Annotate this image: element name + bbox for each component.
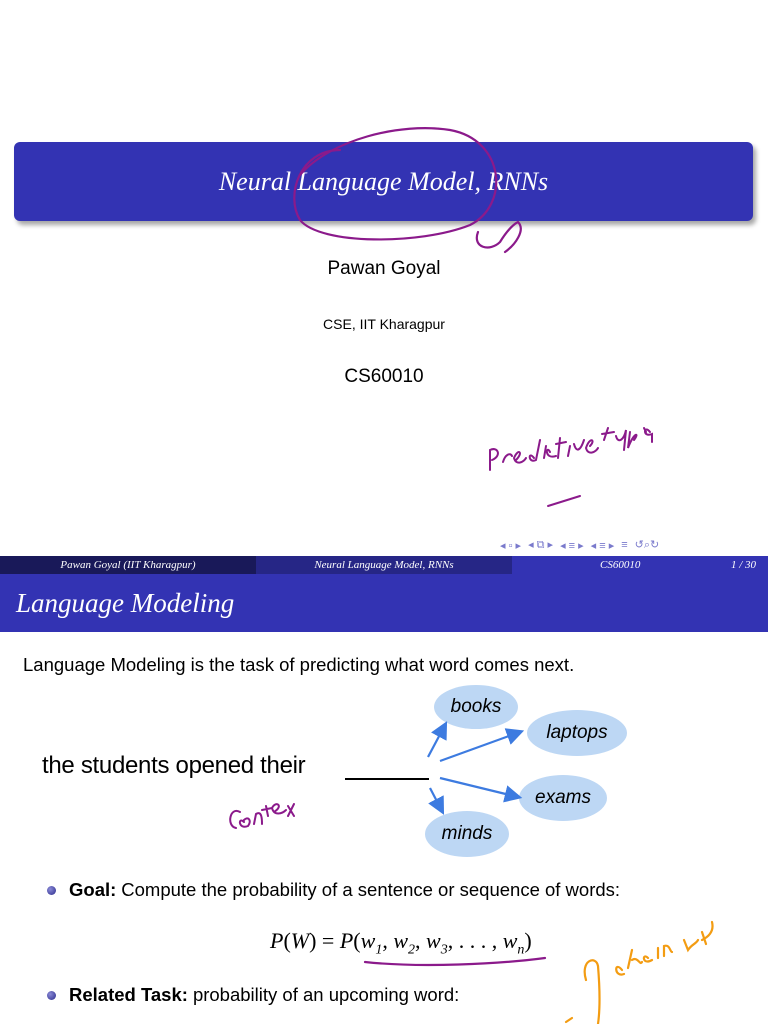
nav-section-icon[interactable]: ◂ ≡ ▸ [590, 539, 615, 552]
footer-title: Neural Language Model, RNNs [256, 556, 512, 574]
bullet-goal-label: Goal: [69, 879, 117, 900]
handwriting-chain-rule [566, 922, 713, 1024]
intro-text: Language Modeling is the task of predicting what word comes next. [23, 654, 575, 675]
bullet-related-text: probability of an upcoming word: [192, 984, 460, 1005]
blank-underline [345, 778, 429, 780]
option-bubble-laptops: laptops [527, 710, 627, 756]
example-sentence: the students opened their [42, 752, 306, 779]
handwriting-underline-formula [365, 958, 545, 965]
bullet-goal-text: Compute the probability of a sentence or sequence of words: [121, 879, 621, 900]
nav-prev-slide-icon[interactable]: ◂ ▫ ▸ [500, 539, 522, 552]
nav-align-icon[interactable]: ≡ [621, 539, 628, 551]
option-bubble-books: books [434, 685, 518, 729]
arrow-to-exams [440, 778, 518, 797]
bullet-related-task [47, 984, 459, 1006]
course-code: CS60010 [344, 366, 424, 387]
beamer-navigation [500, 538, 659, 552]
author-name: Pawan Goyal [327, 258, 441, 279]
option-bubble-exams: exams [519, 775, 607, 821]
footer-course: CS60010 [600, 559, 641, 571]
presentation-title: Neural Language Model, RNNs [218, 166, 549, 196]
nav-frame-icon[interactable]: ◂ ⧉ ▸ [528, 539, 554, 551]
arrow-to-laptops [440, 732, 520, 761]
footer-right [512, 556, 768, 574]
arrow-to-books [428, 725, 445, 757]
bullet-icon [47, 991, 56, 1000]
diagram-arrows [428, 725, 520, 811]
option-bubble-minds: minds [425, 811, 509, 857]
handwriting-context [230, 804, 294, 828]
bullet-icon [47, 886, 56, 895]
bullet-related-label: Related Task: [69, 984, 188, 1005]
footer-page-number: 1 / 30 [730, 559, 756, 571]
footer-author: Pawan Goyal (IIT Kharagpur) [0, 556, 256, 574]
frame-title: Language Modeling [16, 588, 235, 618]
frame-title-bar [0, 574, 768, 632]
nav-subsection-icon[interactable]: ◂ ≡ ▸ [560, 539, 584, 552]
bullet-goal [47, 879, 620, 901]
title-box [14, 142, 753, 221]
probability-formula: $P(W) = P(w_1$, $w_2$, $w_3$, . . . , $w_n$) [270, 928, 532, 958]
nav-search-icon[interactable]: ↺⌕↻ [634, 539, 660, 551]
arrow-to-minds [430, 788, 442, 811]
institute-name: CSE, IIT Kharagpur [323, 316, 445, 332]
slide-footer [0, 556, 768, 574]
